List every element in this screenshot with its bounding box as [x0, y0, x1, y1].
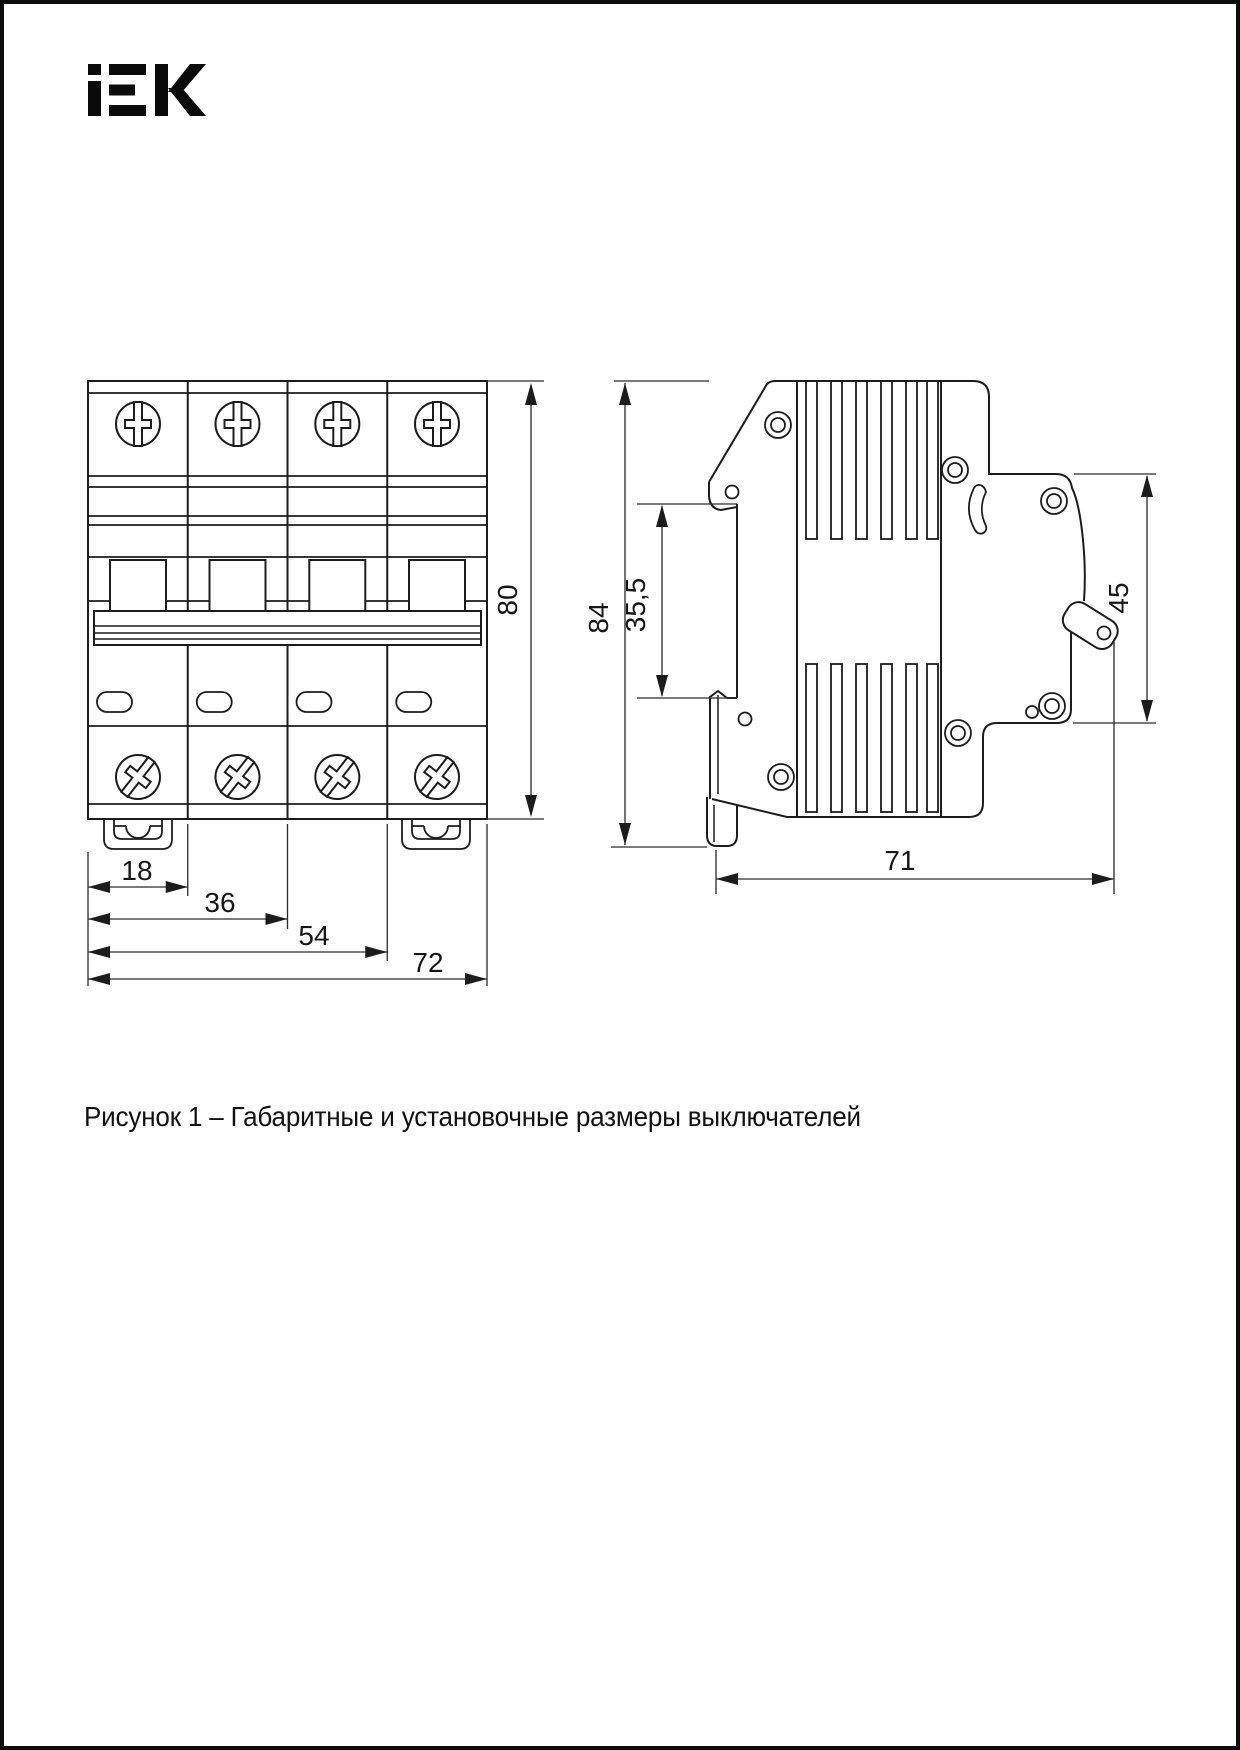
- body-outline-top: [709, 381, 1085, 601]
- arrow-down-icon: [656, 675, 668, 697]
- iek-logo: [88, 64, 206, 116]
- din-clip-right: [402, 819, 470, 849]
- arrow-right-icon: [266, 913, 288, 925]
- logo-i-stem: [88, 81, 101, 116]
- din-groove: [710, 504, 737, 799]
- front-view-drawing: [88, 381, 487, 849]
- arrow-down-icon: [1141, 700, 1153, 722]
- arrow-up-icon: [619, 383, 631, 405]
- arrow-up-icon: [525, 383, 537, 405]
- arrow-up-icon: [656, 505, 668, 527]
- arrow-down-icon: [619, 823, 631, 845]
- rivet-icons: [726, 412, 1068, 790]
- dim-label-72: 72: [412, 947, 444, 978]
- logo-e-mid: [109, 85, 135, 96]
- arrow-left-icon: [88, 913, 110, 925]
- logo-k-lower-arm: [168, 88, 206, 116]
- arrow-up-icon: [1141, 475, 1153, 497]
- dim-label-18: 18: [121, 855, 153, 886]
- dim-label-71: 71: [884, 845, 916, 876]
- vent-slats-upper: [806, 381, 938, 539]
- arrow-down-icon: [525, 795, 537, 817]
- din-clip-left: [104, 819, 172, 849]
- dim-label-84: 84: [583, 602, 614, 634]
- toggle-tie-bar: [94, 611, 481, 645]
- arrow-right-icon: [465, 973, 487, 985]
- logo-e-top: [109, 64, 146, 75]
- front-view-dimensions: [88, 381, 544, 986]
- arrow-left-icon: [88, 973, 110, 985]
- latch-hole: [1098, 627, 1111, 640]
- vent-slats-lower: [806, 664, 938, 812]
- arrow-left-icon: [716, 873, 738, 885]
- vent-panel-edges: [797, 381, 941, 817]
- dim-label-54: 54: [298, 920, 330, 951]
- arrow-right-icon: [365, 946, 387, 958]
- arrow-left-icon: [88, 881, 110, 893]
- figure-caption: Рисунок 1 – Габаритные и установочные размеры выключателей: [84, 1101, 861, 1132]
- dim-label-35-5: 35,5: [620, 577, 651, 633]
- dim-label-36: 36: [204, 887, 236, 918]
- arrow-left-icon: [88, 946, 110, 958]
- curved-slot: [969, 485, 986, 534]
- label-windows: [97, 692, 431, 712]
- arrow-right-icon: [166, 881, 188, 893]
- logo-k-upper-arm: [168, 64, 206, 92]
- drawing-canvas: [4, 4, 1240, 1750]
- logo-i-dot: [88, 64, 101, 75]
- arrow-right-icon: [1092, 873, 1114, 885]
- logo-e-bottom: [109, 105, 146, 116]
- dim-label-80: 80: [492, 584, 523, 616]
- dim-label-45: 45: [1103, 582, 1134, 614]
- side-view-drawing: [707, 381, 1122, 846]
- logo-k-stem: [155, 64, 168, 116]
